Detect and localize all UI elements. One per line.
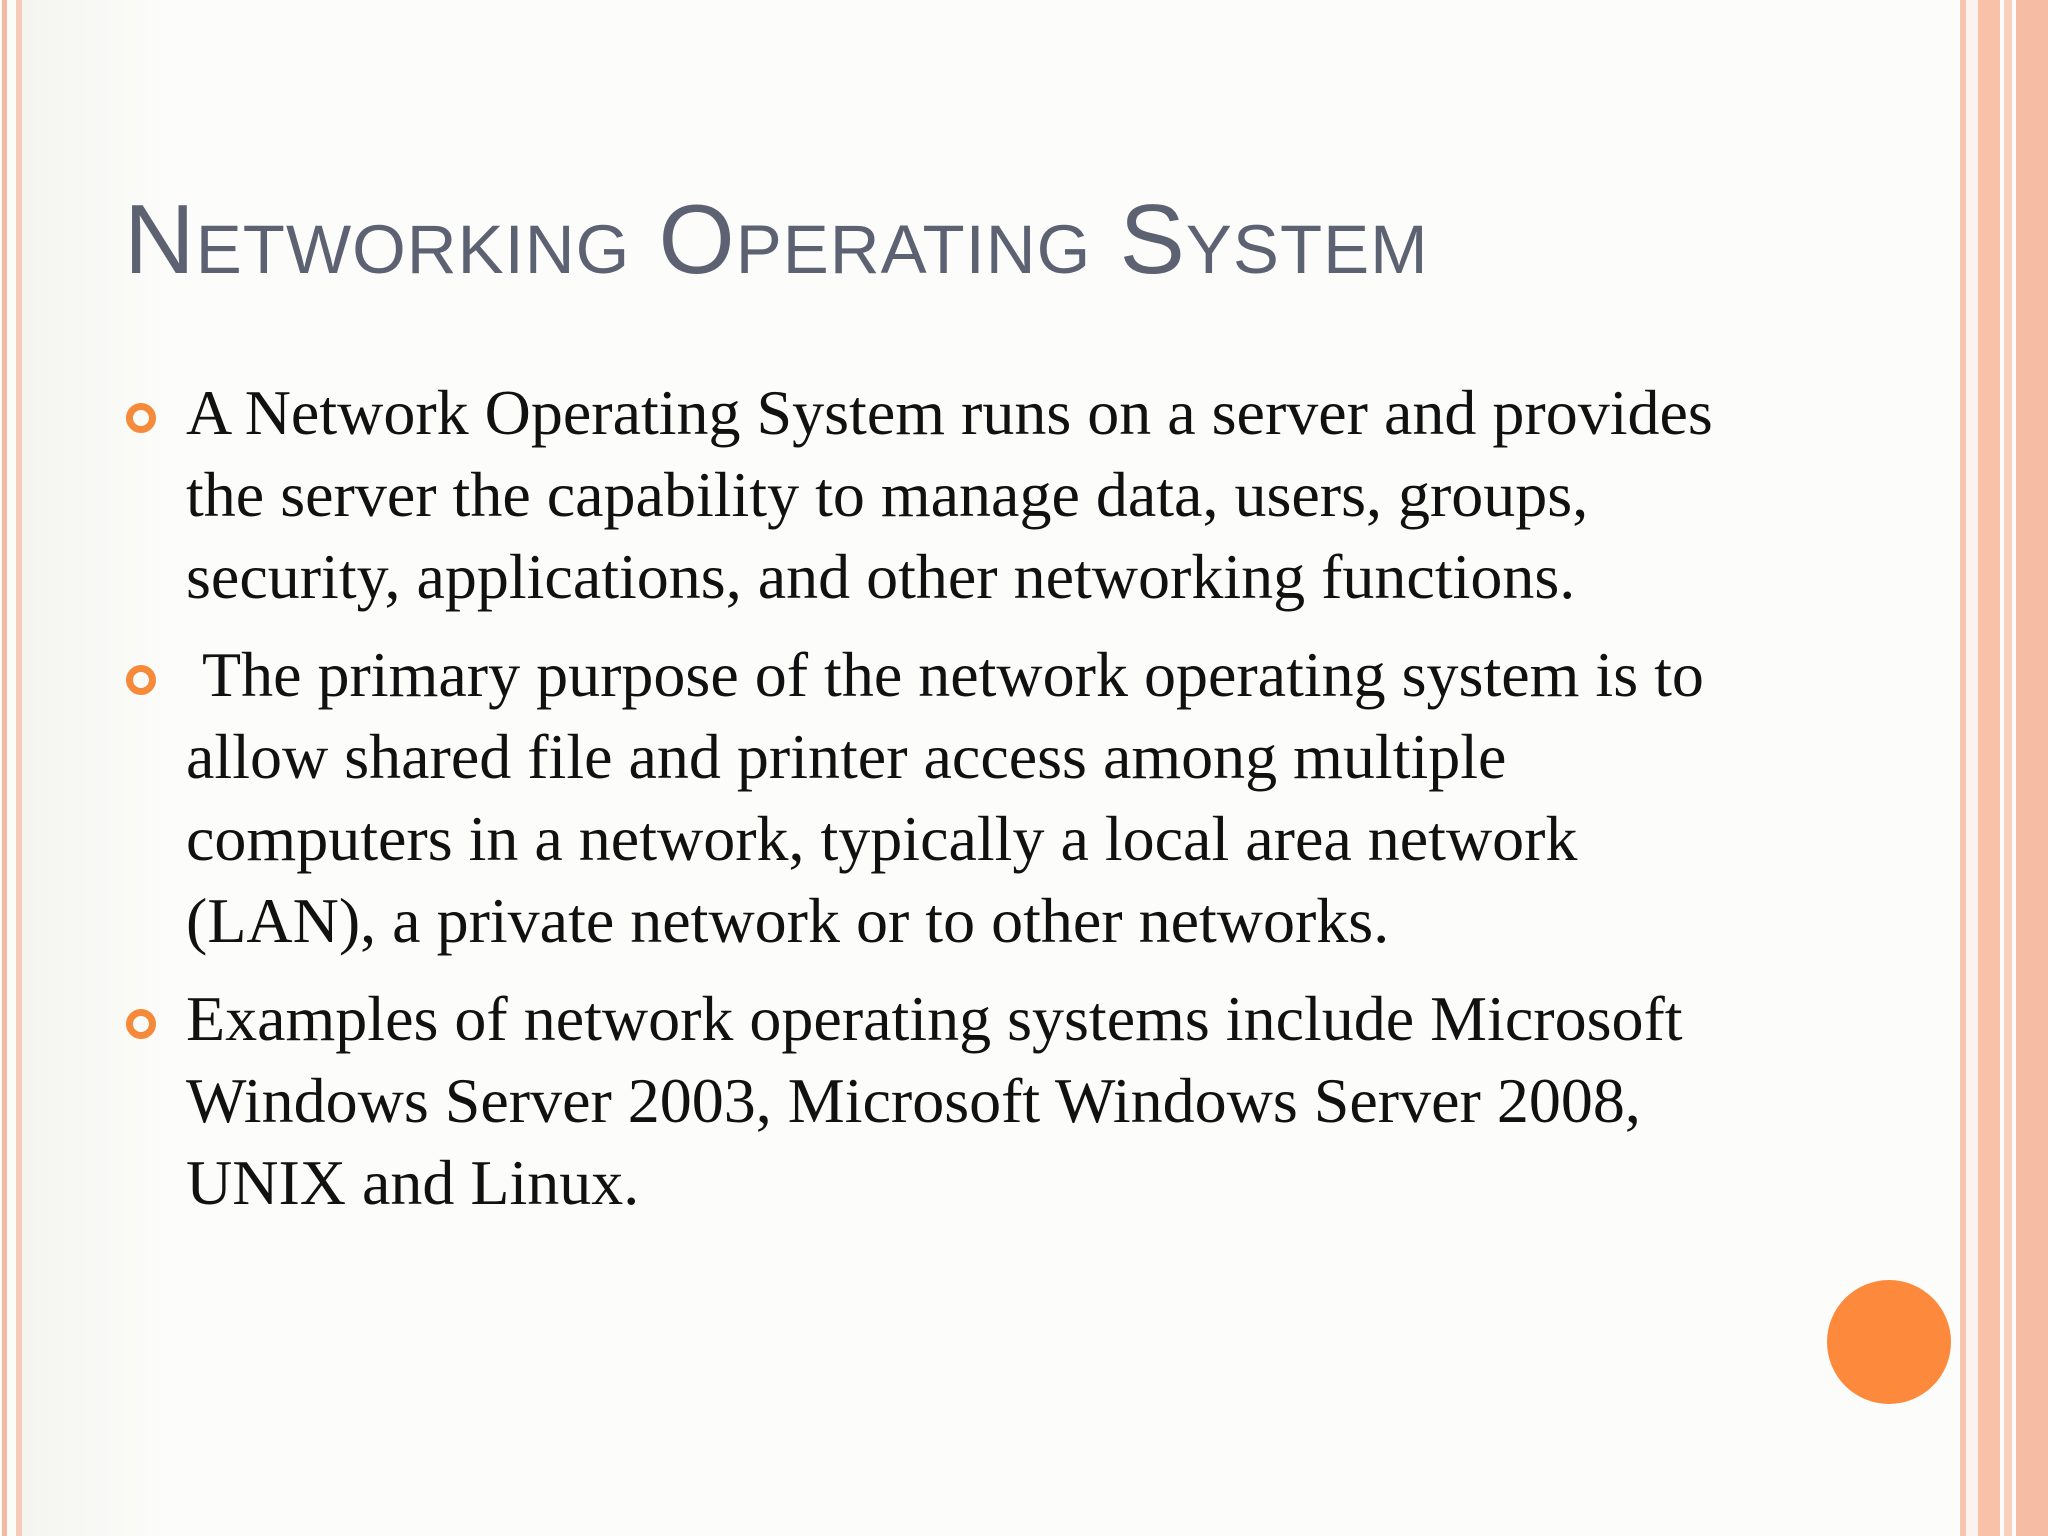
left-border-stripe [16, 0, 22, 1536]
bullet-text: The primary purpose of the network operating system is to allow shared file and printer access among multiple computers in a network, typically a local area network (LAN), a private network or to other networks. [186, 639, 1720, 956]
bullet-list [124, 372, 1764, 1240]
right-border-edge [2016, 0, 2048, 1536]
left-border-stripe [2, 0, 7, 1536]
bullet-item [124, 634, 1764, 962]
bullet-circle-icon [126, 665, 156, 695]
bullet-text: A Network Operating System runs on a server and provides the server the capability to manage data, users, groups, security, applications, and other networking functions. [186, 377, 1713, 612]
bullet-item [124, 372, 1764, 618]
right-border-gap [1966, 0, 1978, 1536]
bullet-circle-icon [126, 1009, 156, 1039]
slide-title: Networking Operating System [124, 184, 1429, 294]
bullet-circle-icon [126, 403, 156, 433]
bullet-item [124, 978, 1764, 1224]
bullet-text: Examples of network operating systems include Microsoft Windows Server 2003, Microsoft Windows Server 2008, UNIX and Linux. [186, 983, 1683, 1218]
orange-circle-decoration-icon [1827, 1280, 1951, 1404]
right-border-stripe [2004, 0, 2012, 1536]
right-border-band [1978, 0, 2000, 1536]
